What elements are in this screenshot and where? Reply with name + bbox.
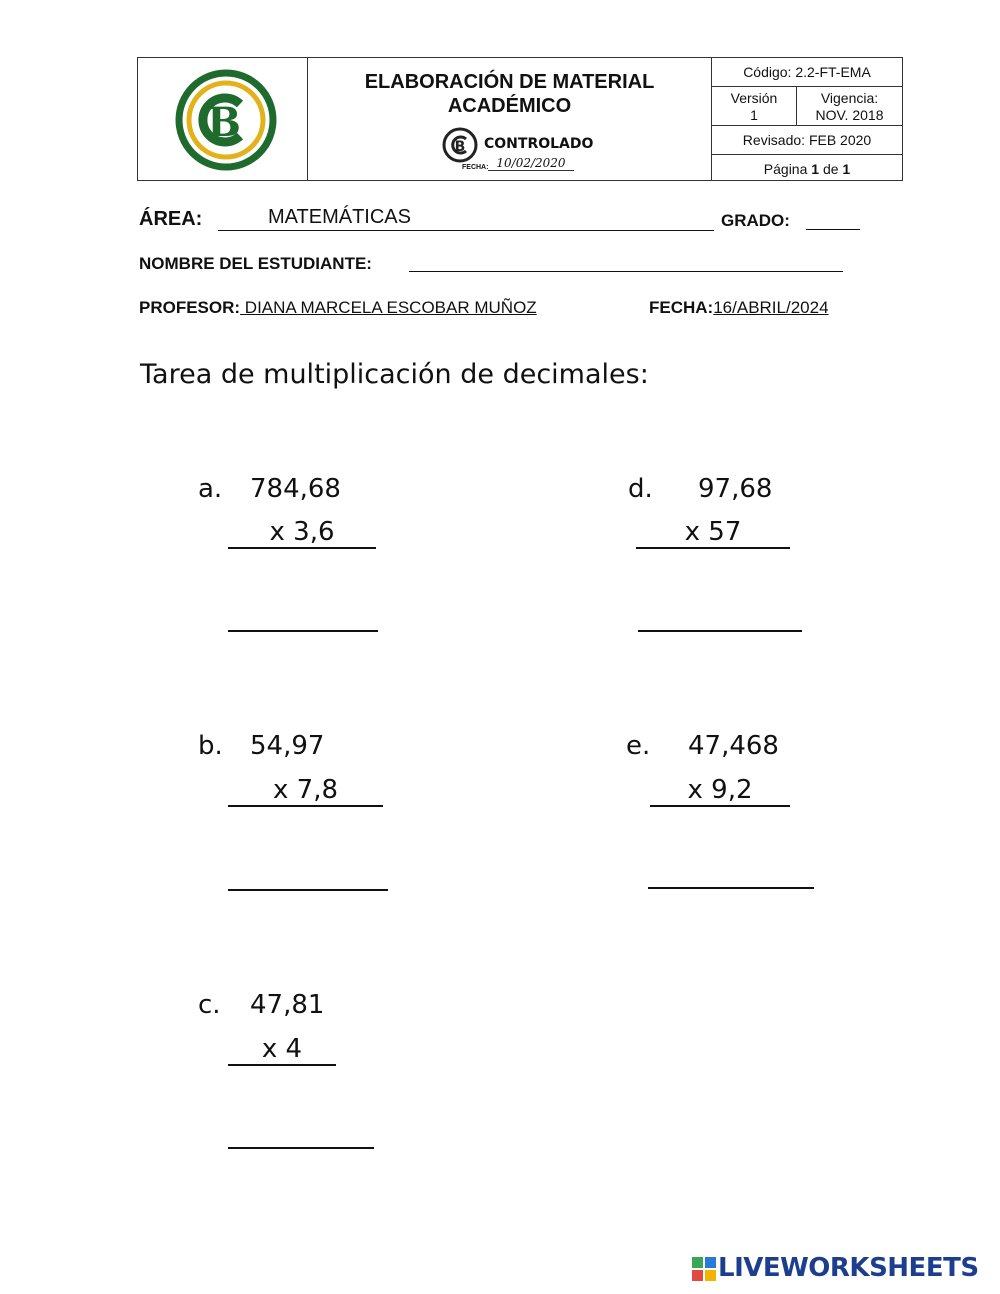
svg-text:B: B [454, 139, 466, 155]
logo-cell [138, 58, 308, 180]
task-title: Tarea de multiplicación de decimales: [140, 359, 649, 390]
meta-cell [712, 58, 902, 180]
pagina-mid: de [822, 161, 839, 177]
problem-e-multiplier: x 9,2 [650, 775, 790, 807]
liveworksheets-logo[interactable]: LIVEWORKSHEETS [718, 1253, 979, 1283]
doc-title-line1: ELABORACIÓN DE MATERIAL [364, 71, 655, 93]
stamp-logo-icon [442, 127, 478, 163]
pagina [712, 155, 902, 182]
liveworksheets-icon [692, 1257, 716, 1281]
doc-title-line2: ACADÉMICO [447, 95, 572, 117]
vigencia-label: Vigencia: [820, 90, 879, 106]
problem-c-number: 47,81 [250, 990, 325, 1020]
title-cell [308, 58, 712, 180]
problem-c-answer-line[interactable] [228, 1147, 374, 1149]
problem-d-number: 97,68 [698, 474, 773, 504]
profesor-label: PROFESOR: [139, 298, 241, 317]
stamp-date: 10/02/2020 [488, 156, 574, 171]
problem-c-letter: c. [198, 990, 221, 1020]
problem-b-number: 54,97 [250, 731, 325, 761]
problem-a-answer-line[interactable] [228, 630, 378, 632]
grado-label: GRADO: [721, 211, 790, 230]
profesor-value: DIANA MARCELA ESCOBAR MUÑOZ [240, 298, 537, 317]
svg-text:B: B [207, 99, 241, 146]
problem-a-letter: a. [198, 474, 223, 504]
problem-d-answer-line[interactable] [638, 630, 802, 632]
problem-b-answer-line[interactable] [228, 889, 388, 891]
problem-d-letter: d. [628, 474, 653, 504]
problem-b-letter: b. [198, 731, 223, 761]
fecha-row [649, 298, 829, 318]
stamp-label: CONTROLADO [484, 136, 594, 152]
problem-b-multiplier: x 7,8 [228, 775, 383, 807]
fecha-label: FECHA: [649, 298, 714, 317]
problem-e-number: 47,468 [688, 731, 779, 761]
version-label: Versión [730, 90, 778, 106]
area-value: MATEMÁTICAS [268, 206, 411, 228]
revisado: Revisado: FEB 2020 [712, 126, 902, 155]
stamp-date-label: FECHA: [462, 164, 489, 171]
problem-e-answer-line[interactable] [648, 887, 814, 889]
nombre-label: NOMBRE DEL ESTUDIANTE: [139, 254, 372, 273]
vigencia-value: NOV. 2018 [815, 107, 884, 123]
codigo: Código: 2.2-FT-EMA [712, 58, 902, 87]
pagina-current: 1 [811, 161, 820, 177]
version-value: 1 [750, 107, 758, 123]
version-cell [712, 87, 797, 126]
fecha-value: 16/ABRIL/2024 [713, 298, 829, 317]
area-label: ÁREA: [139, 208, 203, 230]
pagina-prefix: Página [763, 161, 808, 177]
document-header [137, 57, 903, 181]
problem-c-multiplier: x 4 [228, 1034, 336, 1066]
nombre-field[interactable] [409, 250, 843, 272]
problem-a-number: 784,68 [250, 474, 341, 504]
problem-e-letter: e. [626, 731, 651, 761]
grado-field[interactable] [806, 208, 860, 230]
school-logo [166, 60, 286, 180]
pagina-total: 1 [842, 161, 851, 177]
problem-a-multiplier: x 3,6 [228, 517, 376, 549]
profesor-row [139, 298, 537, 318]
problem-d-multiplier: x 57 [636, 517, 790, 549]
vigencia-cell [797, 87, 902, 126]
